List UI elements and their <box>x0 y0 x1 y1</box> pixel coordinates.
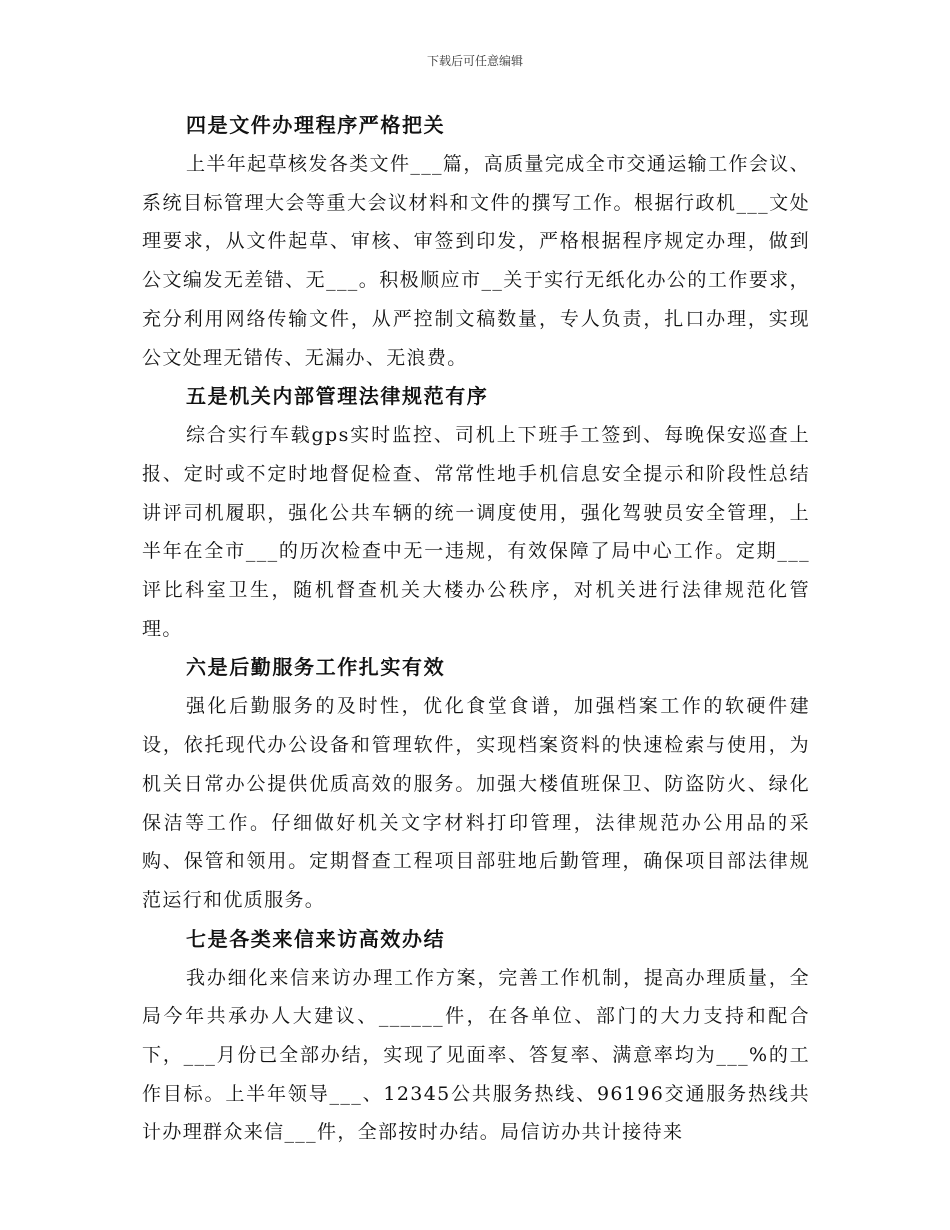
section-paragraph: 强化后勤服务的及时性，优化食堂食谱，加强档案工作的软硬件建设，依托现代办公设备和管理软件，实现档案资料的快速检索与使用，为机关日常办公提供优质高效的服务。加强大楼值班保卫、防盗防火、绿化保洁等工作。仔细做好机关文字材料打印管理，法律规范办公用品的采购、保管和领用。定期督查工程项目部驻地后勤管理，确保项目部法律规范运行和优质服务。 <box>142 695 810 911</box>
section-letters-and-visits <box>142 920 810 1153</box>
section-heading: 七是各类来信来访高效办结 <box>186 926 446 951</box>
section-paragraph: 上半年起草核发各类文件___篇，高质量完成全市交通运输工作会议、系统目标管理大会等重大会议材料和文件的撰写工作。根据行政机___文处理要求，从文件起草、审核、审签到印发，严格根据程序规定办理，做到公文编发无差错、无___。积极顺应市__关于实行无纸化办公的工作要求，充分利用网络传输文件，从严控制文稿数量，专人负责，扎口办理，实现公文处理无错传、无漏办、无浪费。 <box>142 153 810 369</box>
section-logistics-service <box>142 648 810 919</box>
section-heading: 四是文件办理程序严格把关 <box>186 113 446 137</box>
section-heading: 五是机关内部管理法律规范有序 <box>186 384 489 409</box>
section-paragraph: 我办细化来信来访办理工作方案，完善工作机制，提高办理质量，全局今年共承办人大建议、______件，在各单位、部门的大力支持和配合下，___月份已全部办结，实现了见面率、答复率、满意率均为___%的工作目标。上半年领导___、12345公共服务热线、96196交通服务热线共计办理群众来信___件，全部按时办结。局信访办共计接待来 <box>142 966 810 1144</box>
section-heading: 六是后勤服务工作扎实有效 <box>186 655 446 680</box>
section-paragraph: 综合实行车载gps实时监控、司机上下班手工签到、每晚保安巡查上报、定时或不定时地督促检查、常常性地手机信息安全提示和阶段性总结讲评司机履职，强化公共车辆的统一调度使用，强化驾驶员安全管理，上半年在全市___的历次检查中无一违规，有效保障了局中心工作。定期___评比科室卫生，随机督查机关大楼办公秩序，对机关进行法律规范化管理。 <box>142 424 810 640</box>
section-internal-management <box>142 377 810 648</box>
header-note: 下载后可任意编辑 <box>426 54 523 68</box>
document-body <box>142 106 810 1152</box>
section-document-handling <box>142 106 810 377</box>
